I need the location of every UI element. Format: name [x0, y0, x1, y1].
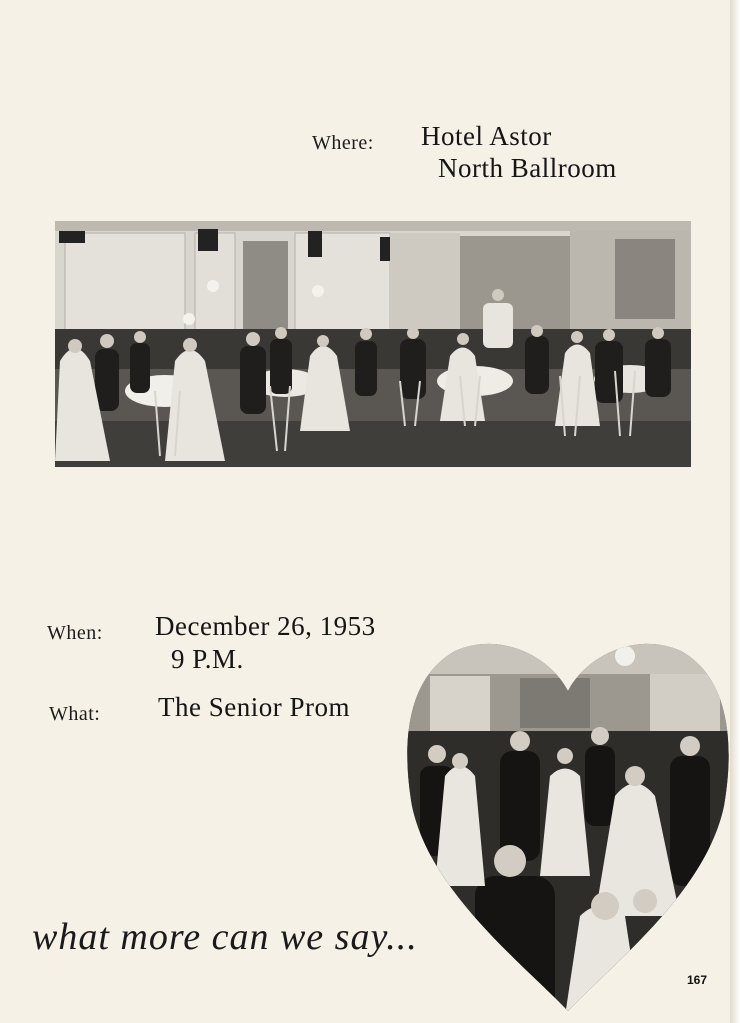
where-venue: Hotel Astor	[421, 121, 552, 151]
ballroom-dinner-photo	[55, 221, 691, 467]
where-label: Where:	[312, 132, 374, 154]
where-room: North Ballroom	[438, 153, 617, 183]
when-date: December 26, 1953	[155, 611, 376, 641]
page-edge	[730, 0, 740, 1023]
what-event: The Senior Prom	[158, 692, 350, 722]
closing-tagline: what more can we say...	[32, 916, 418, 958]
what-label: What:	[49, 703, 101, 725]
when-label: When:	[47, 622, 103, 644]
page-number: 167	[687, 973, 708, 987]
when-time: 9 P.M.	[171, 644, 244, 674]
heart-dance-photo	[400, 636, 736, 1016]
